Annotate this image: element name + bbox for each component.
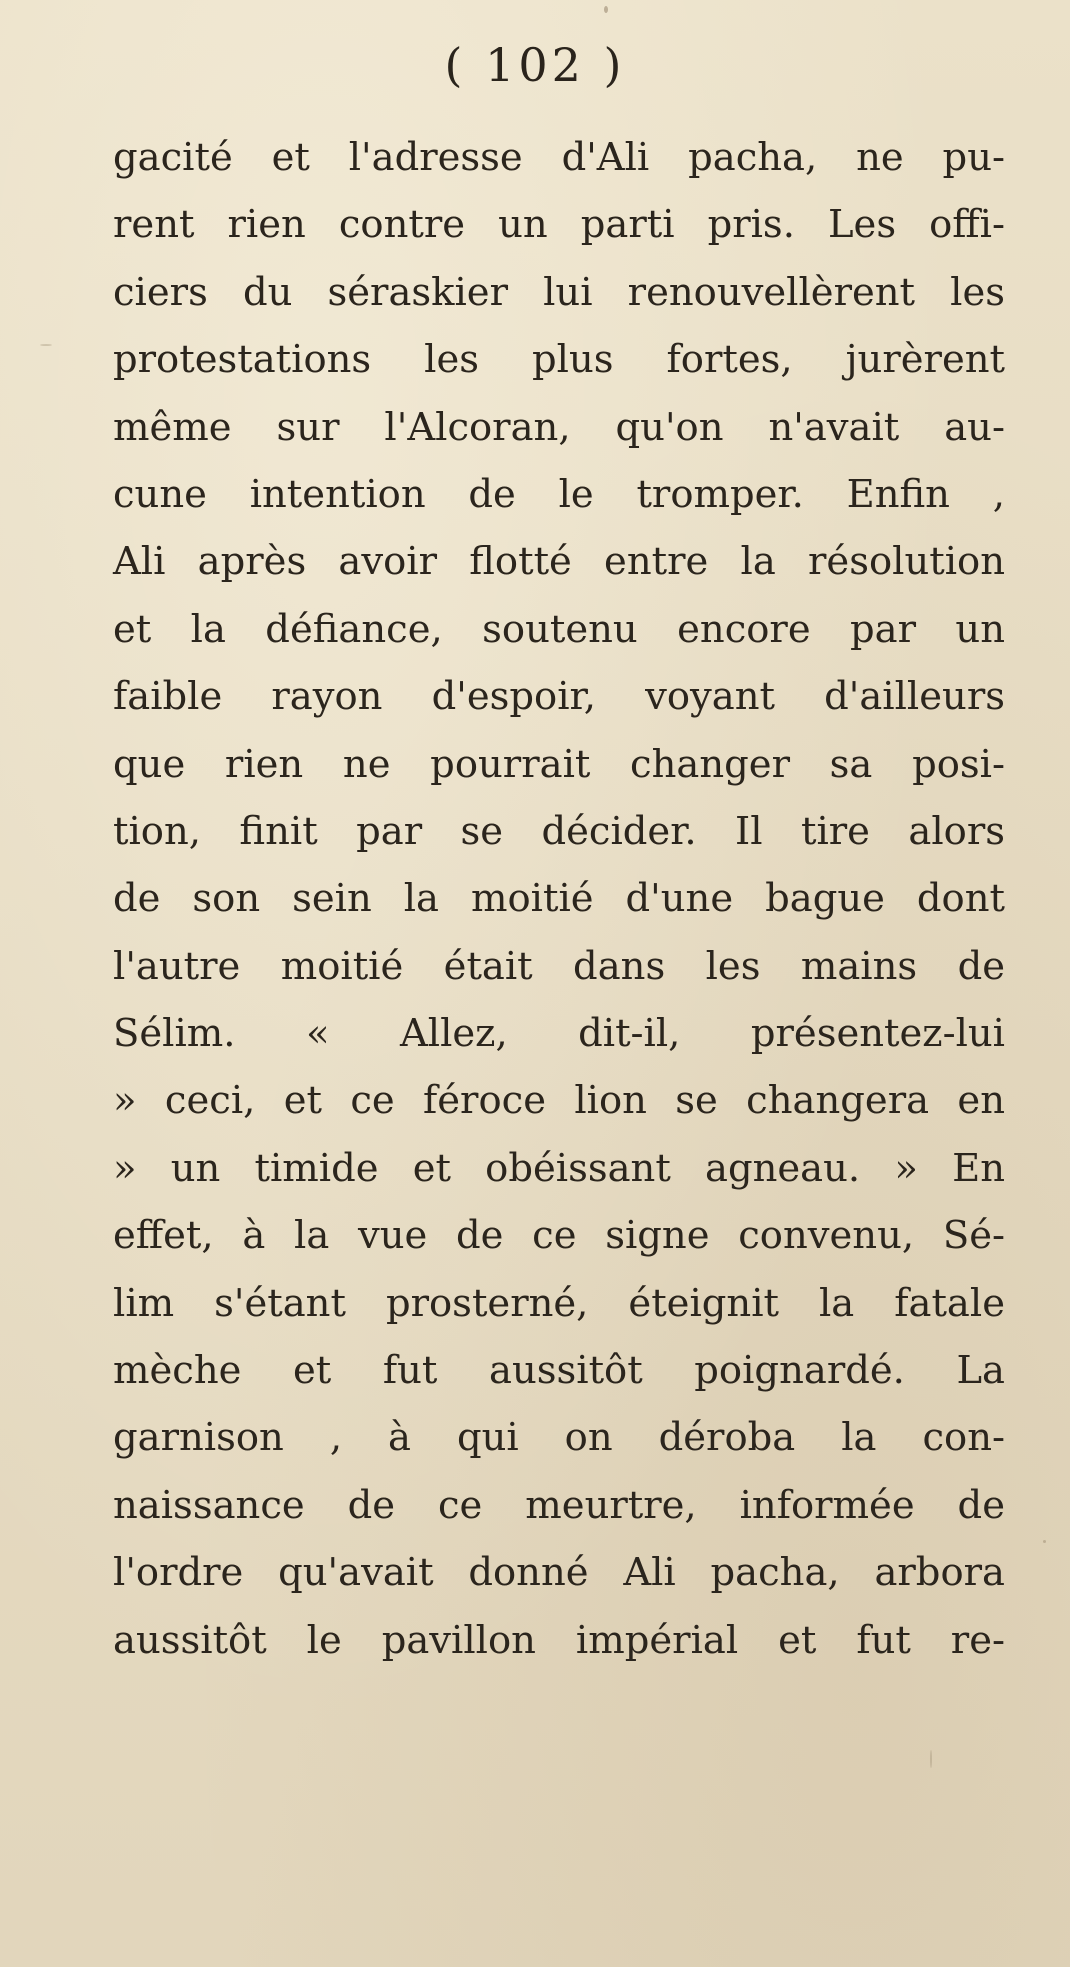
text-line: Ali après avoir flotté entre la résolution <box>113 539 1005 585</box>
text-line: naissance de ce meurtre, informée de <box>113 1482 1005 1528</box>
text-line: lim s'étant prosterné, éteignit la fatale <box>113 1280 1005 1326</box>
paper-speck <box>40 344 52 346</box>
page-number: ( 102 ) <box>444 38 626 92</box>
text-line: faible rayon d'espoir, voyant d'ailleurs <box>113 674 1005 720</box>
paper-speck <box>1043 1540 1046 1543</box>
paper-speck <box>604 6 608 13</box>
text-line: ciers du séraskier lui renouvellèrent les <box>113 269 1005 315</box>
body-text <box>113 124 1005 1674</box>
text-line: et la défiance, soutenu encore par un <box>113 606 1005 652</box>
text-line: » un timide et obéissant agneau. » En <box>113 1145 1005 1191</box>
text-line: protestations les plus fortes, jurèrent <box>113 337 1005 383</box>
text-line: même sur l'Alcoran, qu'on n'avait au- <box>113 404 1005 450</box>
text-line: mèche et fut aussitôt poignardé. La <box>113 1348 1005 1394</box>
text-line: cune intention de le tromper. Enfin , <box>113 471 1005 517</box>
text-line: rent rien contre un parti pris. Les offi- <box>113 202 1005 248</box>
text-line: de son sein la moitié d'une bague dont <box>113 876 1005 922</box>
text-line: aussitôt le pavillon impérial et fut re- <box>113 1617 1005 1663</box>
text-line: tion, finit par se décider. Il tire alors <box>113 808 1005 854</box>
text-line: » ceci, et ce féroce lion se changera en <box>113 1078 1005 1124</box>
text-line: gacité et l'adresse d'Ali pacha, ne pu- <box>113 135 1005 180</box>
text-line: que rien ne pourrait changer sa posi- <box>113 741 1005 787</box>
text-line: l'autre moitié était dans les mains de <box>113 943 1005 989</box>
text-line: garnison , à qui on déroba la con- <box>113 1415 1005 1461</box>
text-line: l'ordre qu'avait donné Ali pacha, arbora <box>113 1550 1005 1596</box>
paper-speck <box>930 1750 932 1768</box>
text-line: effet, à la vue de ce signe convenu, Sé- <box>113 1213 1005 1259</box>
text-line: Sélim. « Allez, dit-il, présentez-lui <box>113 1011 1005 1057</box>
